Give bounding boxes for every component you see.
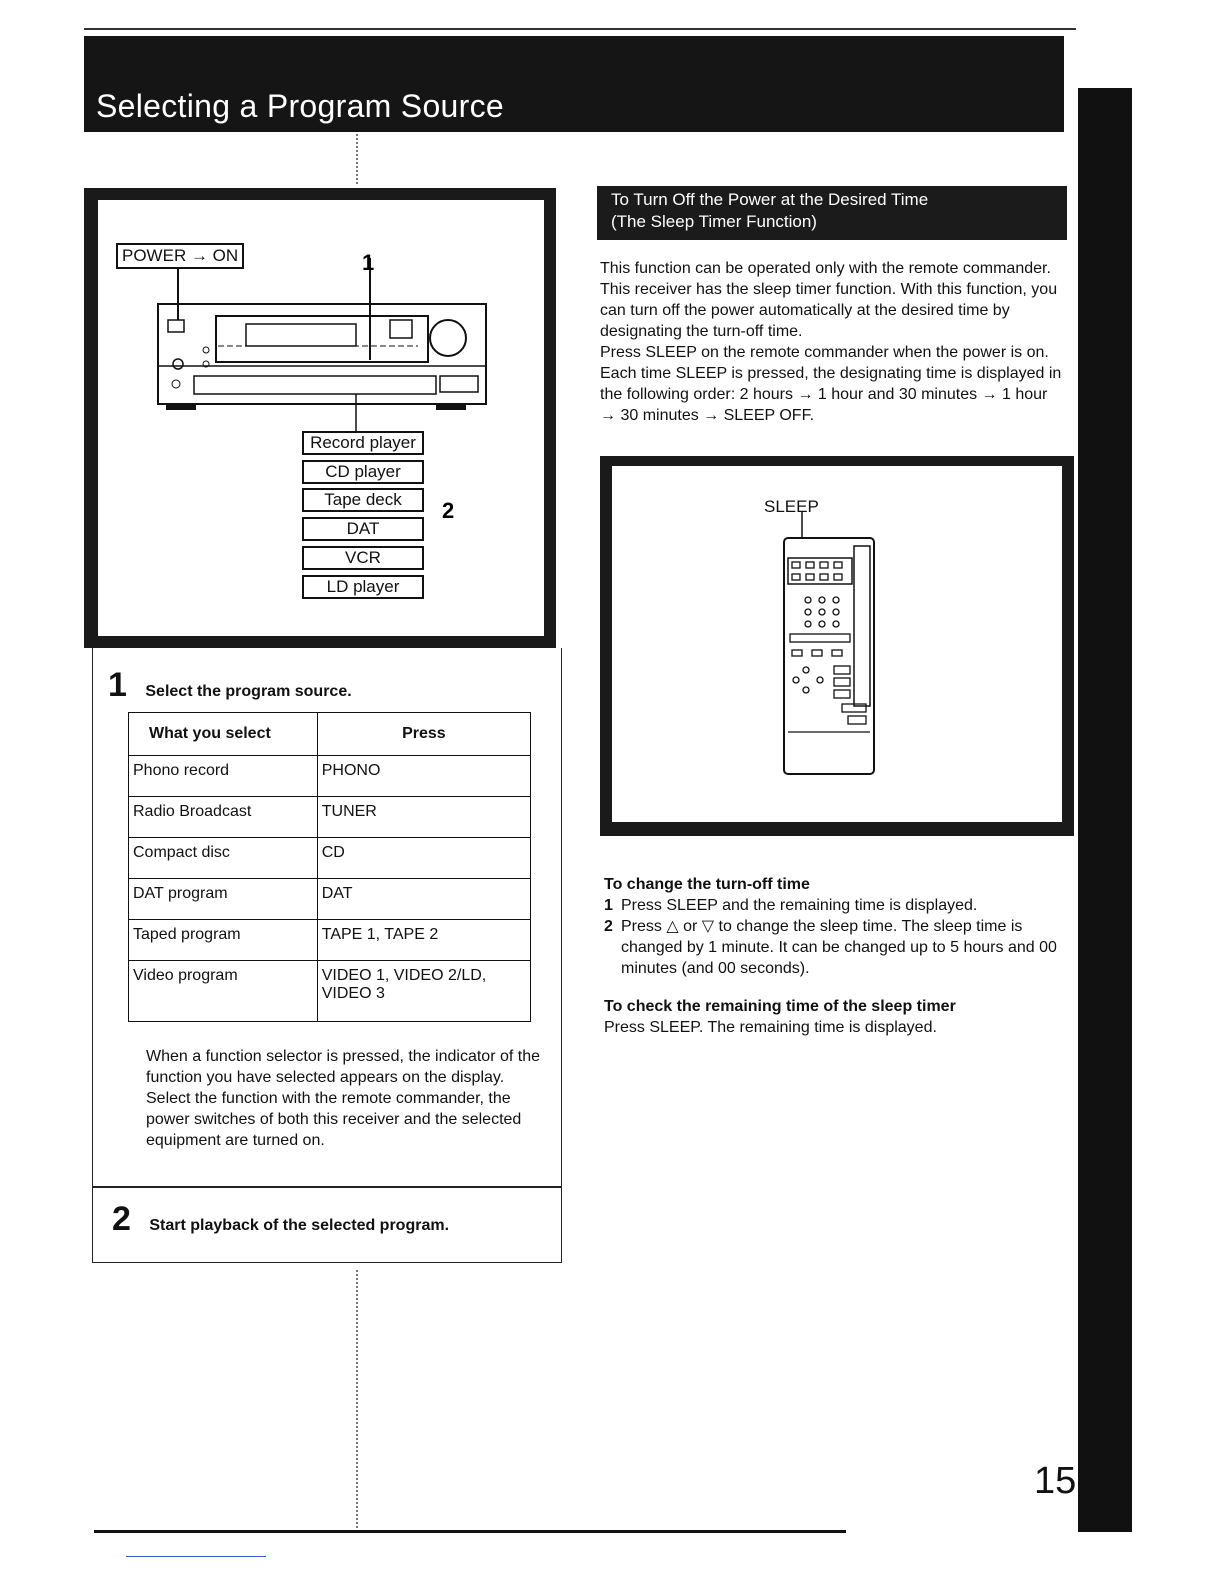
- source-button-record-player: Record player: [302, 431, 424, 455]
- source-button-ld-player: LD player: [302, 575, 424, 599]
- table-cell: Compact disc: [129, 838, 318, 879]
- bottom-accent-line: [126, 1556, 266, 1557]
- table-cell: DAT: [317, 879, 530, 920]
- list-item: [604, 916, 1074, 979]
- table-row: [129, 961, 531, 1022]
- change-time-section: [604, 874, 1074, 979]
- step-2-heading: [112, 1200, 449, 1239]
- table-cell: Taped program: [129, 920, 318, 961]
- callout-2: 2: [442, 498, 455, 523]
- callout-1: 1: [362, 250, 375, 275]
- table-cell: Phono record: [129, 756, 318, 797]
- sleep-header-line-1: To Turn Off the Power at the Desired Time: [611, 190, 929, 209]
- step-1-notes: [146, 1046, 554, 1151]
- step-divider: [92, 1186, 562, 1188]
- bottom-rule: [94, 1530, 846, 1533]
- step-2-title: Start playback of the selected program.: [149, 1217, 450, 1234]
- sleep-intro-paragraph: Press SLEEP on the remote commander when the power is on. Each time SLEEP is pressed, the designating time is displayed in the following order: 2 hours → 1 hour and 30 minutes → 1 hour → 30 minutes → SLEEP OFF.: [600, 344, 1062, 424]
- step-1-number: 1: [108, 666, 127, 704]
- table-cell: TAPE 1, TAPE 2: [317, 920, 530, 961]
- center-guide: [356, 1270, 360, 1528]
- list-item-text: Press △ or ▽ to change the sleep time. The sleep time is changed by 1 minute. It can be changed up to 5 hours and 00 minutes (and 00 seconds).: [621, 918, 1057, 977]
- change-time-title: To change the turn-off time: [604, 876, 810, 893]
- check-time-text: Press SLEEP. The remaining time is displayed.: [604, 1019, 937, 1036]
- page-title: Selecting a Program Source: [96, 88, 505, 124]
- table-cell: Radio Broadcast: [129, 797, 318, 838]
- step-1-note: When a function selector is pressed, the indicator of the function you have selected appears on the display.: [146, 1048, 540, 1086]
- table-header-press: Press: [317, 713, 530, 756]
- sleep-intro: [600, 258, 1062, 426]
- table-cell: Video program: [129, 961, 318, 1022]
- step-1-heading: [108, 666, 352, 705]
- source-button-cd-player: CD player: [302, 460, 424, 484]
- step-2-number: 2: [112, 1200, 131, 1238]
- power-on-label: POWER → ON: [116, 243, 244, 269]
- center-guide: [356, 134, 360, 184]
- table-row: [129, 838, 531, 879]
- remote-illustration: [612, 466, 1062, 822]
- sleep-intro-paragraph: This receiver has the sleep timer function. With this function, you can turn off the power automatically at the desired time by designating the turn-off time.: [600, 281, 1058, 340]
- table-cell: PHONO: [317, 756, 530, 797]
- table-row: [129, 879, 531, 920]
- table-cell: TUNER: [317, 797, 530, 838]
- table-header-row: [129, 713, 531, 756]
- sleep-intro-paragraph: This function can be operated only with the remote commander.: [600, 260, 1051, 277]
- table-cell: VIDEO 1, VIDEO 2/LD, VIDEO 3: [317, 961, 530, 1022]
- side-bar: [1078, 88, 1132, 1532]
- list-item: [604, 895, 1074, 916]
- page-number: 15: [1034, 1460, 1077, 1502]
- table-row: [129, 920, 531, 961]
- remote-drawing: [612, 466, 1062, 822]
- source-table: [128, 712, 531, 1022]
- sleep-header-line-2: (The Sleep Timer Function): [611, 212, 817, 231]
- source-button-dat: DAT: [302, 517, 424, 541]
- list-item-number: 1: [604, 897, 613, 914]
- table-row: [129, 756, 531, 797]
- check-time-section: [604, 996, 1074, 1038]
- table-cell: CD: [317, 838, 530, 879]
- check-time-title: To check the remaining time of the sleep timer: [604, 998, 956, 1015]
- table-cell: DAT program: [129, 879, 318, 920]
- source-button-tape-deck: Tape deck: [302, 488, 424, 512]
- top-rule: [84, 28, 1076, 30]
- list-item-number: 2: [604, 918, 613, 935]
- source-button-vcr: VCR: [302, 546, 424, 570]
- table-row: [129, 797, 531, 838]
- sleep-section-header: [597, 186, 1067, 240]
- step-1-note: Select the function with the remote commander, the power switches of both this receiver and the selected equipment are turned on.: [146, 1090, 522, 1149]
- sleep-button-label: SLEEP: [764, 497, 819, 516]
- table-header-what: What you select: [129, 713, 318, 756]
- step-1-title: Select the program source.: [145, 683, 352, 700]
- list-item-text: Press SLEEP and the remaining time is displayed.: [621, 897, 978, 914]
